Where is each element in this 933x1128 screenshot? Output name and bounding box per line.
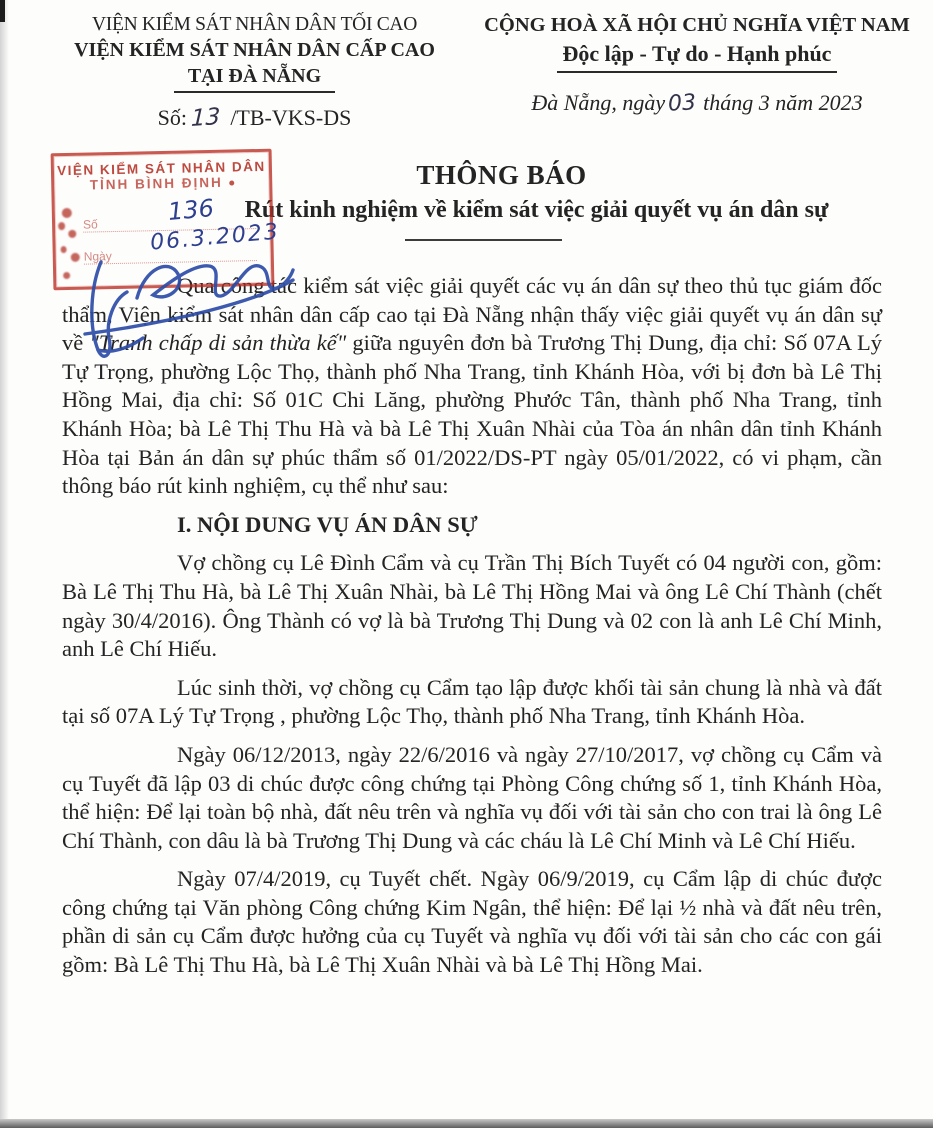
intro-pre: Qua công tác kiểm sát việc giải quyết các vụ án dân sự theo thủ tục giám đốc thẩm, Viện kiểm sát nhân dân cấp cao tại Đà Nẵng nhận thấy việc giải quyết vụ án dân sự về [62,273,882,356]
scan-edge-bottom [0,1119,933,1128]
stamp-field-date: Ngày [84,246,257,265]
document-title: THÔNG BÁO [416,160,587,190]
place-date-pre: Đà Nẵng, ngày [531,90,666,115]
paragraph-will-2019: Ngày 07/4/2019, cụ Tuyết chết. Ngày 06/9/2019, cụ Cẩm lập di chúc được công chứng tại Văn phòng Công chứng Kim Ngân, thể hiện: Để lại ½ nhà và đất nêu trên, phần di sản cụ Cẩm được hưởng của cụ Tuyết và nghĩa vụ đối với tài sản cho các con gái gồm: Bà Lê Thị Thu Hà, bà Lê Thị Xuân Nhài và bà Lê Thị Hồng Mai. [62,866,882,978]
section-1-heading: I. NỘI DUNG VỤ ÁN DÂN SỰ [177,511,478,537]
stamp-received-date-handwritten: 06.3.2023 [149,219,281,256]
stamp-org-line1: VIỆN KIỂM SÁT NHÂN DÂN [57,158,266,179]
document-subtitle: Rút kinh nghiệm về kiểm sát việc giải quyết vụ án dân sự [244,197,829,223]
document-number-line [52,105,457,131]
paragraph-family: Vợ chồng cụ Lê Đình Cẩm và cụ Trần Thị Bích Tuyết có 04 người con, gồm: Bà Lê Thị Thu Hà, bà Lê Thị Xuân Nhài, bà Lê Thị Hồng Mai và ông Lê Chí Thành (chết ngày 30/4/2016). Ông Thành có vợ là bà Trương Thị Dung và 02 con là anh Lê Chí Minh, anh Lê Chí Hiếu. [62,550,882,662]
stamp-ink-blot [58,222,65,230]
stamp-ink-blot [62,208,72,218]
stamp-received-number-handwritten: 136 [166,194,215,226]
document-body [62,272,882,990]
national-motto-line2: Độc lập - Tự do - Hạnh phúc [557,41,838,73]
national-motto-block [472,14,922,116]
issuing-agency-block [52,14,457,131]
date-day-handwritten: 03 [667,90,697,117]
scan-artifact [0,0,4,17]
place-date-post: tháng 3 năm 2023 [703,90,863,115]
intro-post: giữa nguyên đơn bà Trương Thị Dung, địa chỉ: Số 07A Lý Tự Trọng, phường Lộc Thọ, thành phố Nha Trang, tỉnh Khánh Hòa, với bị đơn bà Lê Thị Hồng Mai, địa chỉ: Số 01C Chi Lăng, phường Phước Tân, thành phố Nha Trang, tỉnh Khánh Hòa; bà Lê Thị Thu Hà và bà Lê Thị Xuân Nhài của Tòa án nhân dân tỉnh Khánh Hòa tại Bản án dân sự phúc thẩm số 01/2022/DS-PT ngày 05/01/2022, có vi phạm, cần thông báo rút kinh nghiệm, cụ thể như sau: [62,330,882,499]
issuing-agency-location: TẠI ĐÀ NẴNG [174,65,335,93]
national-motto-line1: CỘNG HOÀ XÃ HỘI CHỦ NGHĨA VIỆT NAM [484,14,910,36]
title-underline [405,239,562,241]
issuing-agency-parent: VIỆN KIỂM SÁT NHÂN DÂN TỐI CAO [91,14,417,35]
document-number-label: Số: [157,105,188,130]
paragraph-wills-2013-2017: Ngày 06/12/2013, ngày 22/6/2016 và ngày 27/10/2017, vợ chồng cụ Cẩm và cụ Tuyết đã lập 03 di chúc được công chứng tại Phòng Công chứng số 1, tỉnh Khánh Hòa, thể hiện: Để lại toàn bộ nhà, đất nêu trên và nghĩa vụ đối với tài sản cho con trai là ông Lê Chí Thành, con dâu là bà Trương Thị Dung và các cháu là Lê Chí Minh và Lê Chí Hiếu. [62,741,882,853]
stamp-org-line2-text: TỈNH BÌNH ĐỊNH [89,174,223,193]
stamp-field-number: Số [83,214,256,233]
paragraph-assets: Lúc sinh thời, vợ chồng cụ Cẩm tạo lập được khối tài sản chung là nhà và đất tại số 07A Lý Tự Trọng , phường Lộc Thọ, thành phố Nha Trang, tỉnh Khánh Hòa. [62,674,882,729]
place-date-line [472,90,922,116]
case-type-quote: "Tranh chấp di sản thừa kế" [89,330,347,356]
stamp-ink-blot [68,230,76,238]
document-number-handwritten: 13 [190,103,221,133]
issuing-agency-name: VIỆN KIỂM SÁT NHÂN DÂN CẤP CAO [74,39,435,61]
signature-ink [55,240,375,370]
document-number-suffix: /TB-VKS-DS [230,105,352,130]
stamp-dot-icon [229,180,234,185]
